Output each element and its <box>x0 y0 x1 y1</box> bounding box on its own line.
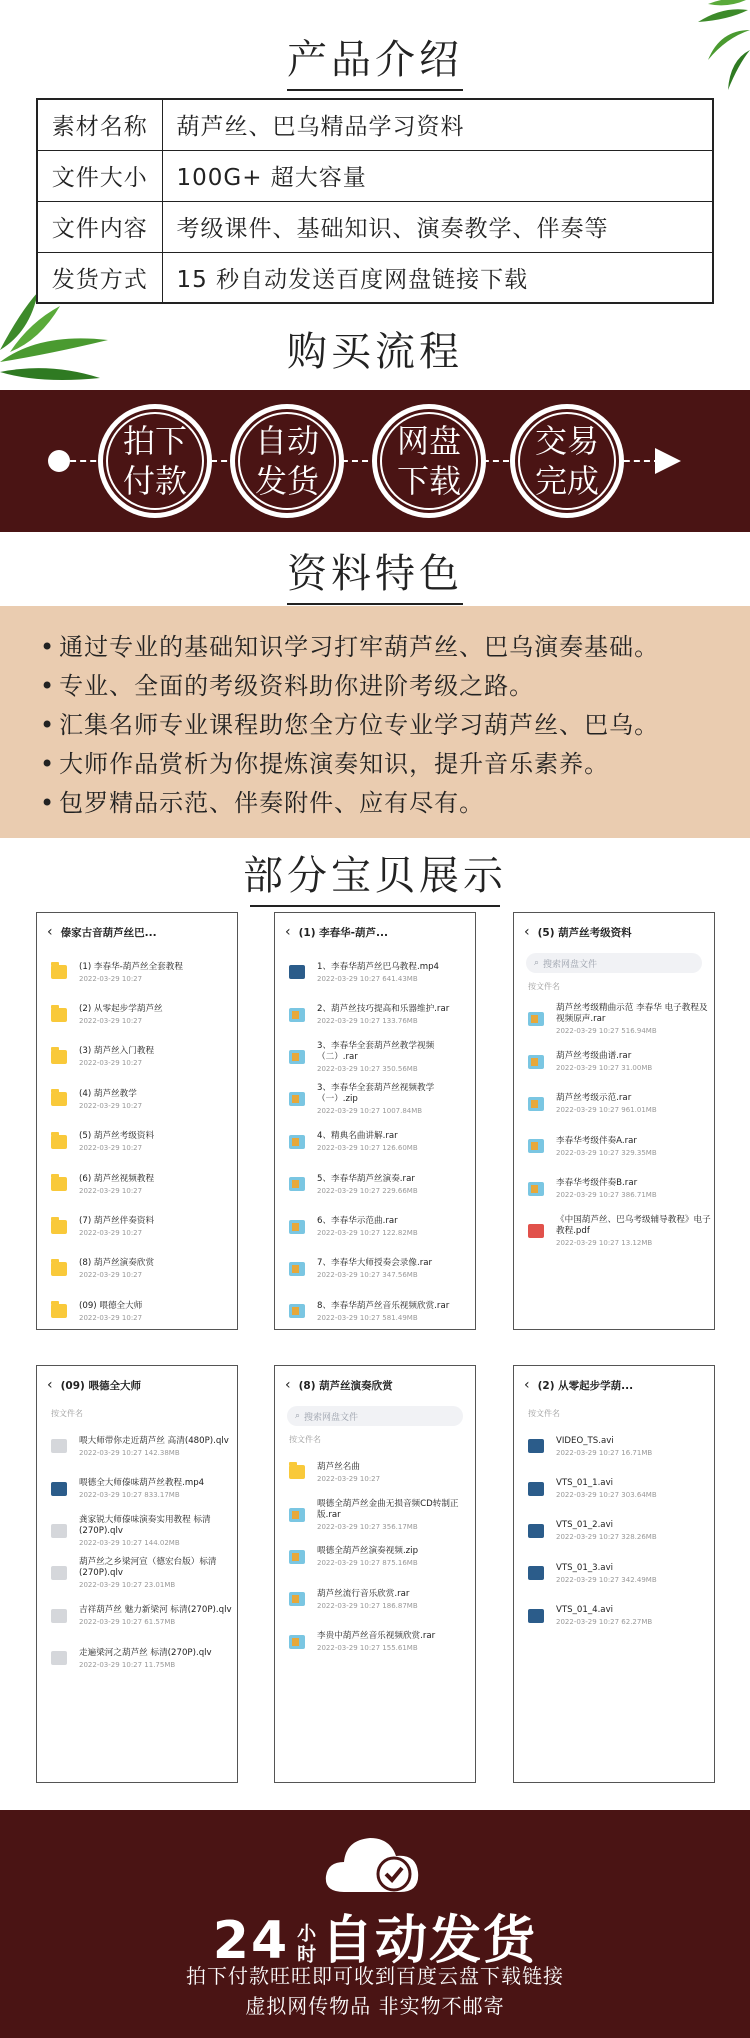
step-line-1: 网盘 <box>396 422 461 460</box>
step-line-2: 发货 <box>254 462 319 500</box>
file-list-item[interactable] <box>37 1637 237 1679</box>
file-name: 喂大师带你走近葫芦丝 高清(480P).qlv <box>79 1435 229 1446</box>
file-list-screenshot <box>36 912 238 1330</box>
file-name: 1、李春华葫芦丝巴乌教程.mp4 <box>317 961 440 972</box>
file-list-item[interactable] <box>275 993 475 1035</box>
step-line-2: 下载 <box>396 462 461 500</box>
product-key: 文件大小 <box>37 150 162 201</box>
sort-label[interactable]: 按文件名 <box>528 982 560 991</box>
feature-item: • 汇集名师专业课程助您全方位专业学习葫芦丝、巴乌。 <box>40 706 750 745</box>
file-meta: 2022-03-29 10:27 386.71MB <box>556 1191 657 1200</box>
file-name: 李贵中葫芦丝音乐视频欣赏.rar <box>317 1631 436 1642</box>
delivery-headline: 24 小时自动发货 <box>212 1911 538 1971</box>
file-meta: 2022-03-29 10:27 <box>317 1474 381 1483</box>
step-line-1: 拍下 <box>122 422 187 460</box>
screenshot-title: ‹ (1) 李春华-葫芦... <box>285 924 388 940</box>
file-name: 喂德全大师傣味葫芦丝教程.mp4 <box>79 1478 205 1489</box>
file-meta: 2022-03-29 10:27 342.49MB <box>556 1575 657 1584</box>
file-name: 5、李春华葫芦丝演奏.rar <box>317 1173 415 1184</box>
file-meta: 2022-03-29 10:27 <box>79 1313 143 1322</box>
file-list-item[interactable] <box>37 951 237 993</box>
folder-icon <box>51 1262 67 1276</box>
cloud-check-icon <box>324 1832 420 1894</box>
file-list-item[interactable] <box>514 1425 714 1467</box>
file-list-item[interactable] <box>514 1552 714 1594</box>
file-name: (09) 喂德全大师 <box>79 1300 143 1311</box>
doc-icon <box>51 1651 67 1665</box>
file-list-item[interactable] <box>514 1510 714 1552</box>
file-list-item[interactable] <box>37 1290 237 1330</box>
archive-icon <box>289 1262 305 1276</box>
file-name: 葫芦丝考级示范.rar <box>556 1093 632 1104</box>
folder-icon <box>51 1220 67 1234</box>
file-meta: 2022-03-29 10:27 516.94MB <box>556 1027 657 1036</box>
file-meta: 2022-03-29 10:27 329.35MB <box>556 1148 657 1157</box>
product-key: 发货方式 <box>37 252 162 303</box>
sort-label[interactable]: 按文件名 <box>528 1409 560 1418</box>
file-meta: 2022-03-29 10:27 <box>79 1186 143 1195</box>
file-meta: 2022-03-29 10:27 <box>79 1229 143 1238</box>
process-step <box>98 404 212 518</box>
folder-icon <box>51 1050 67 1064</box>
file-meta: 2022-03-29 10:27 <box>79 1101 143 1110</box>
file-meta: 2022-03-29 10:27 23.01MB <box>79 1581 176 1590</box>
screenshot-title: ‹ 傣家古音葫芦丝巴... <box>47 924 157 940</box>
file-meta: 2022-03-29 10:27 13.12MB <box>556 1239 653 1248</box>
folder-icon <box>51 1008 67 1022</box>
doc-icon <box>51 1609 67 1623</box>
folder-icon <box>51 1177 67 1191</box>
file-name: 7、李春华大师授奏会录像.rar <box>317 1258 433 1269</box>
file-list-item[interactable] <box>37 1205 237 1247</box>
feature-item: • 包罗精品示范、伴奏附件、应有尽有。 <box>40 784 750 823</box>
file-meta: 2022-03-29 10:27 186.87MB <box>317 1601 418 1610</box>
file-meta: 2022-03-29 10:27 875.16MB <box>317 1559 418 1568</box>
product-row <box>37 201 713 252</box>
file-name: 《中国葫芦丝、巴乌考级辅导教程》电子教程.pdf <box>556 1215 711 1237</box>
archive-icon <box>289 1508 305 1522</box>
purchase-process-band <box>0 390 750 532</box>
file-list-item[interactable] <box>275 1536 475 1578</box>
archive-icon <box>289 1050 305 1064</box>
product-row <box>37 252 713 303</box>
pdf-icon <box>528 1224 544 1238</box>
back-arrow-icon[interactable]: ‹ <box>285 1377 291 1393</box>
screenshot-title: ‹ (8) 葫芦丝演奏欣赏 <box>285 1377 393 1393</box>
sort-label[interactable]: 按文件名 <box>51 1409 83 1418</box>
archive-icon <box>528 1055 544 1069</box>
feature-item: • 大师作品赏析为你提炼演奏知识，提升音乐素养。 <box>40 745 750 784</box>
video-icon <box>51 1482 67 1496</box>
file-meta: 2022-03-29 10:27 126.60MB <box>317 1144 418 1153</box>
file-meta: 2022-03-29 10:27 155.61MB <box>317 1644 418 1653</box>
file-meta: 2022-03-29 10:27 <box>79 1271 143 1280</box>
file-meta: 2022-03-29 10:27 328.26MB <box>556 1533 657 1542</box>
file-name: 喂德全葫芦丝演奏视频.zip <box>317 1546 419 1557</box>
product-value: 15 秒自动发送百度网盘链接下载 <box>162 252 713 303</box>
file-list-item[interactable] <box>275 1036 475 1078</box>
file-list-item[interactable] <box>275 1451 475 1493</box>
file-name: 吉祥葫芦丝 魅力新梁河 标清(270P).qlv <box>79 1605 232 1616</box>
delivery-note-2: 虚拟网传物品 非实物不邮寄 <box>245 1994 505 2018</box>
product-value: 考级课件、基础知识、演奏教学、伴奏等 <box>162 201 713 252</box>
product-row <box>37 150 713 201</box>
video-icon <box>528 1439 544 1453</box>
file-name: VTS_01_4.avi <box>556 1605 614 1616</box>
feature-item: • 通过专业的基础知识学习打牢葫芦丝、巴乌演奏基础。 <box>40 628 750 667</box>
doc-icon <box>51 1524 67 1538</box>
folder-icon <box>51 1092 67 1106</box>
process-step <box>510 404 624 518</box>
archive-icon <box>528 1012 544 1026</box>
file-meta: 2022-03-29 10:27 1007.84MB <box>317 1107 423 1116</box>
file-list-item[interactable] <box>514 1210 714 1252</box>
archive-icon <box>289 1635 305 1649</box>
search-icon: ⌕ <box>534 958 540 968</box>
file-meta: 2022-03-29 10:27 229.66MB <box>317 1186 418 1195</box>
search-icon: ⌕ <box>295 1411 301 1421</box>
file-meta: 2022-03-29 10:27 <box>79 1144 143 1153</box>
file-list-item[interactable] <box>275 1121 475 1163</box>
file-name: 李春华考级伴奏A.rar <box>556 1135 637 1146</box>
file-list-item[interactable] <box>37 1036 237 1078</box>
product-value: 葫芦丝、巴乌精品学习资料 <box>162 99 713 150</box>
file-list-item[interactable] <box>37 1425 237 1467</box>
search-input[interactable]: ⌕ 搜索网盘文件 <box>287 1406 463 1426</box>
file-list-screenshot <box>274 1365 476 1783</box>
file-meta: 2022-03-29 10:27 142.38MB <box>79 1448 180 1457</box>
file-meta: 2022-03-29 10:27 31.00MB <box>556 1064 653 1073</box>
file-list-item[interactable] <box>275 1248 475 1290</box>
archive-icon <box>528 1139 544 1153</box>
screenshot-title: ‹ (2) 从零起步学葫... <box>524 1377 634 1393</box>
video-icon <box>289 965 305 979</box>
search-input[interactable]: ⌕ 搜索网盘文件 <box>526 953 702 973</box>
file-meta: 2022-03-29 10:27 <box>79 974 143 983</box>
doc-icon <box>51 1566 67 1580</box>
feature-item: • 专业、全面的考级资料助你进阶考级之路。 <box>40 667 750 706</box>
file-name: (2) 从零起步学葫芦丝 <box>79 1004 163 1015</box>
file-name: 8、李春华葫芦丝音乐视频欣赏.rar <box>317 1300 450 1311</box>
file-list-item[interactable] <box>514 998 714 1040</box>
process-end-arrow-icon <box>655 448 681 474</box>
file-meta: 2022-03-29 10:27 641.43MB <box>317 974 418 983</box>
file-name: 4、精典名曲讲解.rar <box>317 1131 398 1142</box>
file-list-item[interactable] <box>37 1248 237 1290</box>
doc-icon <box>51 1439 67 1453</box>
file-list-item[interactable] <box>37 993 237 1035</box>
file-name: (5) 葫芦丝考级资料 <box>79 1131 155 1142</box>
screenshot-title: ‹ (09) 喂德全大师 <box>47 1377 141 1393</box>
archive-icon <box>289 1304 305 1318</box>
file-list-item[interactable] <box>37 1467 237 1509</box>
file-name: (3) 葫芦丝入门教程 <box>79 1046 155 1057</box>
file-meta: 2022-03-29 10:27 16.71MB <box>556 1448 653 1457</box>
file-meta: 2022-03-29 10:27 <box>79 1017 143 1026</box>
file-name: 3、李春华全套葫芦丝视频教学（一）.zip <box>317 1083 435 1105</box>
file-name: (6) 葫芦丝视频教程 <box>79 1173 155 1184</box>
back-arrow-icon[interactable]: ‹ <box>47 1377 53 1393</box>
step-line-2: 完成 <box>534 462 599 500</box>
archive-icon <box>289 1550 305 1564</box>
video-icon <box>528 1524 544 1538</box>
file-list-item[interactable] <box>514 1595 714 1637</box>
file-name: VTS_01_3.avi <box>556 1562 614 1573</box>
file-name: 葫芦丝名曲 <box>317 1461 360 1472</box>
process-step <box>230 404 344 518</box>
archive-icon <box>289 1092 305 1106</box>
back-arrow-icon[interactable]: ‹ <box>524 1377 530 1393</box>
file-name: VTS_01_1.avi <box>556 1478 614 1489</box>
file-name: 李春华考级伴奏B.rar <box>556 1178 638 1189</box>
back-arrow-icon[interactable]: ‹ <box>47 924 53 940</box>
process-start-dot <box>48 450 70 472</box>
folder-icon <box>51 965 67 979</box>
product-row <box>37 99 713 150</box>
archive-icon <box>528 1182 544 1196</box>
file-list-item[interactable] <box>275 1205 475 1247</box>
file-list-item[interactable] <box>514 1083 714 1125</box>
file-list-item[interactable] <box>37 1163 237 1205</box>
file-meta: 2022-03-29 10:27 350.56MB <box>317 1064 418 1073</box>
file-meta: 2022-03-29 10:27 303.64MB <box>556 1491 657 1500</box>
file-name: (8) 葫芦丝演奏欣赏 <box>79 1258 155 1269</box>
file-name: 葫芦丝考级曲谱.rar <box>556 1051 632 1062</box>
file-meta: 2022-03-29 10:27 133.76MB <box>317 1017 418 1026</box>
archive-icon <box>528 1097 544 1111</box>
file-list-item[interactable] <box>514 1040 714 1082</box>
archive-icon <box>289 1220 305 1234</box>
product-intro-heading: 产品介绍 <box>0 28 750 91</box>
video-icon <box>528 1609 544 1623</box>
file-name: VIDEO_TS.avi <box>556 1435 614 1446</box>
file-name: 走遍梁河之葫芦丝 标清(270P).qlv <box>79 1647 212 1658</box>
file-list-item[interactable] <box>37 1552 237 1594</box>
file-name: (4) 葫芦丝教学 <box>79 1088 137 1099</box>
archive-icon <box>289 1008 305 1022</box>
file-meta: 2022-03-29 10:27 144.02MB <box>79 1538 180 1547</box>
folder-icon <box>51 1135 67 1149</box>
file-name: 龚家锐大师傣味演奏实用教程 标清(270P).qlv <box>79 1514 211 1536</box>
file-list-screenshot <box>513 912 715 1330</box>
file-list-item[interactable] <box>275 951 475 993</box>
video-icon <box>528 1482 544 1496</box>
back-arrow-icon[interactable]: ‹ <box>524 924 530 940</box>
archive-icon <box>289 1592 305 1606</box>
file-meta: 2022-03-29 10:27 356.17MB <box>317 1522 418 1531</box>
step-line-2: 付款 <box>122 462 187 500</box>
features-heading: 资料特色 <box>0 542 750 605</box>
product-key: 素材名称 <box>37 99 162 150</box>
file-list-screenshot <box>274 912 476 1330</box>
file-meta: 2022-03-29 10:27 961.01MB <box>556 1106 657 1115</box>
file-meta: 2022-03-29 10:27 122.82MB <box>317 1229 418 1238</box>
file-name: 喂德全葫芦丝金曲无损音频CD转制正版.rar <box>317 1498 459 1520</box>
delivery-note-1: 拍下付款旺旺即可收到百度云盘下载链接 <box>186 1964 564 1988</box>
step-line-1: 交易 <box>534 422 599 460</box>
file-meta: 2022-03-29 10:27 62.27MB <box>556 1618 653 1627</box>
file-list-item[interactable] <box>514 1467 714 1509</box>
video-icon <box>528 1566 544 1580</box>
features-list <box>0 606 750 838</box>
file-list-item[interactable] <box>275 1078 475 1120</box>
file-list-item[interactable] <box>37 1510 237 1552</box>
file-list-screenshot <box>513 1365 715 1783</box>
back-arrow-icon[interactable]: ‹ <box>285 924 291 940</box>
file-list-item[interactable] <box>37 1078 237 1120</box>
file-name: (7) 葫芦丝伴奏资料 <box>79 1216 155 1227</box>
file-meta: 2022-03-29 10:27 <box>79 1059 143 1068</box>
file-meta: 2022-03-29 10:27 11.75MB <box>79 1660 176 1669</box>
archive-icon <box>289 1135 305 1149</box>
file-list-item[interactable] <box>514 1168 714 1210</box>
file-list-item[interactable] <box>514 1125 714 1167</box>
screenshot-title: ‹ (5) 葫芦丝考级资料 <box>524 924 632 940</box>
sort-label[interactable]: 按文件名 <box>289 1435 321 1444</box>
file-list-item[interactable] <box>275 1621 475 1663</box>
file-list-item[interactable] <box>37 1121 237 1163</box>
file-name: 2、葫芦丝技巧提高和乐器维护.rar <box>317 1004 450 1015</box>
showcase-heading: 部分宝贝展示 <box>0 844 750 907</box>
file-name: (1) 李春华-葫芦丝全套教程 <box>79 961 183 972</box>
folder-icon <box>289 1465 305 1479</box>
archive-icon <box>289 1177 305 1191</box>
file-meta: 2022-03-29 10:27 581.49MB <box>317 1313 418 1322</box>
file-meta: 2022-03-29 10:27 833.17MB <box>79 1491 180 1500</box>
file-name: 3、李春华全套葫芦丝教学视频（二）.rar <box>317 1040 435 1062</box>
product-info-table <box>36 98 714 304</box>
file-list-screenshot <box>36 1365 238 1783</box>
folder-icon <box>51 1304 67 1318</box>
file-list-item[interactable] <box>275 1163 475 1205</box>
process-heading: 购买流程 <box>287 329 463 375</box>
file-meta: 2022-03-29 10:27 347.56MB <box>317 1271 418 1280</box>
auto-delivery-band <box>0 1810 750 2038</box>
file-name: VTS_01_2.avi <box>556 1520 614 1531</box>
file-list-item[interactable] <box>275 1578 475 1620</box>
step-line-1: 自动 <box>254 422 319 460</box>
file-list-item[interactable] <box>275 1493 475 1535</box>
product-key: 文件内容 <box>37 201 162 252</box>
file-name: 6、李春华示范曲.rar <box>317 1216 398 1227</box>
file-name: 葫芦丝考级精曲示范 李春华 电子教程及视频原声.rar <box>556 1003 708 1025</box>
product-value: 100G+ 超大容量 <box>162 150 713 201</box>
process-step <box>372 404 486 518</box>
file-name: 葫芦丝之乡梁河宣（德宏台版）标清(270P).qlv <box>79 1557 217 1579</box>
file-name: 葫芦丝流行音乐欣赏.rar <box>317 1588 410 1599</box>
file-list-item[interactable] <box>37 1595 237 1637</box>
file-meta: 2022-03-29 10:27 61.57MB <box>79 1618 176 1627</box>
file-list-item[interactable] <box>275 1290 475 1330</box>
